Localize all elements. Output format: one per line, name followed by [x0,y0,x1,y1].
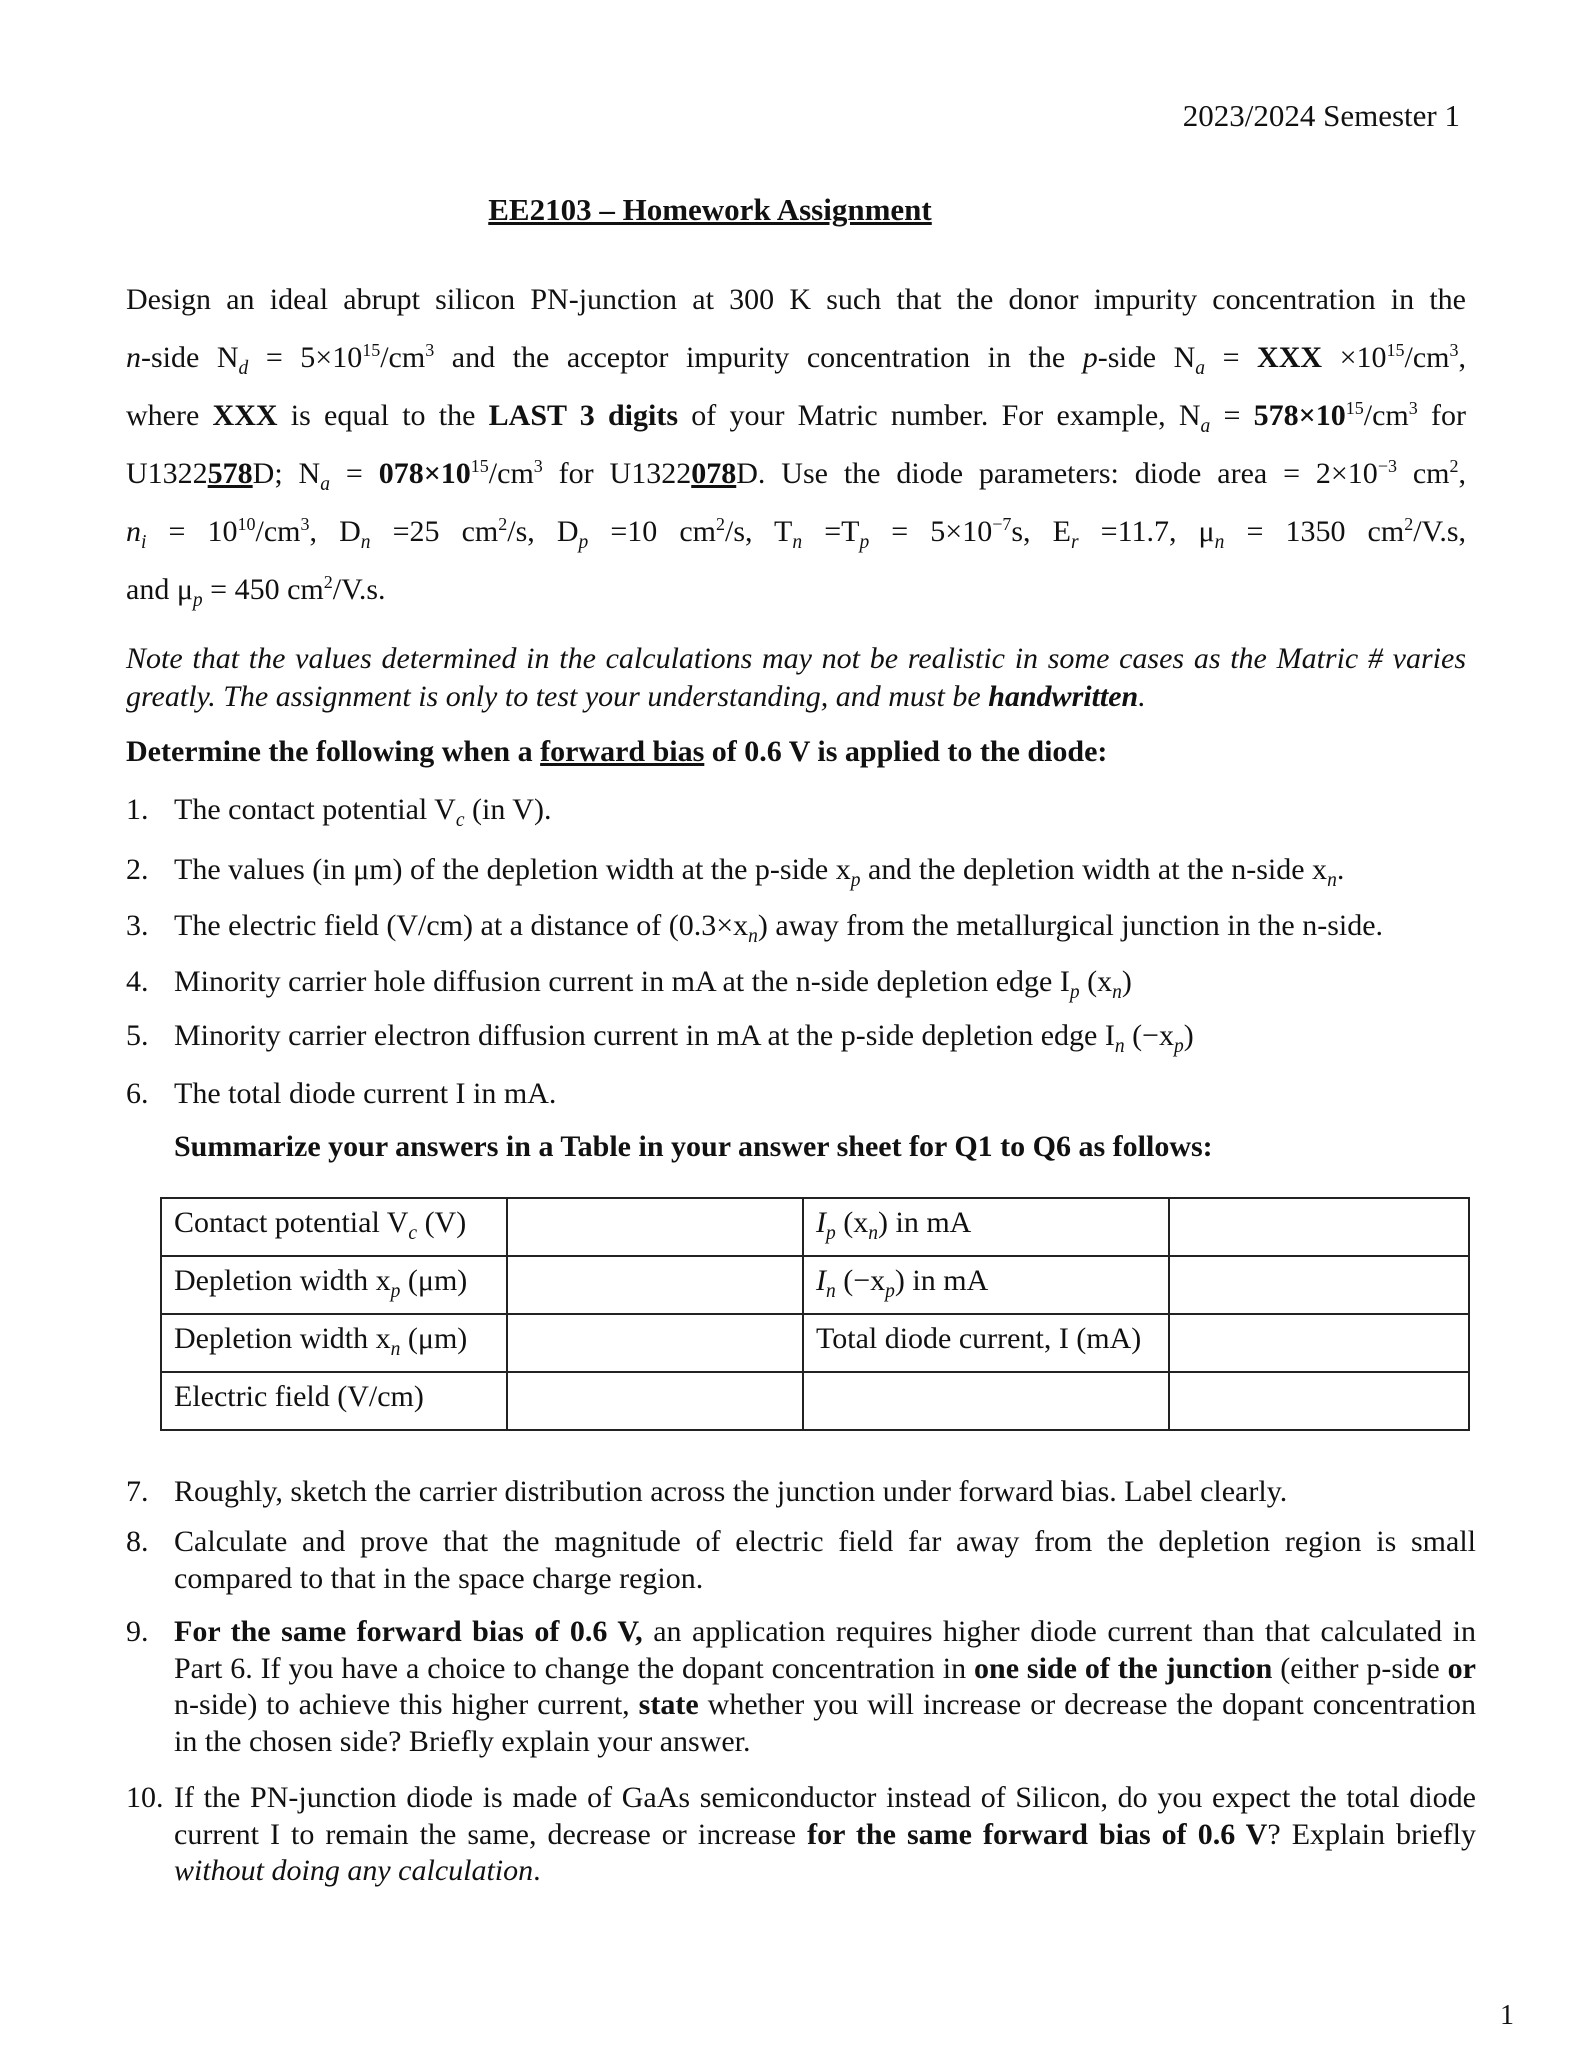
table-label-cell: Depletion width $x_n$ (μm) [161,1314,507,1372]
table-answer-cell[interactable] [1169,1314,1469,1372]
table-answer-cell[interactable] [1169,1198,1469,1256]
question-6: 6. The total diode current I in mA. [126,1077,557,1110]
page-title: EE2103 – Homework Assignment [488,192,932,227]
table-answer-cell[interactable] [1169,1372,1469,1430]
table-answer-cell[interactable] [507,1372,803,1430]
table-label-cell: Depletion width $x_p$ (μm) [161,1256,507,1314]
table-label-cell: Contact potential $V_c$ (V) [161,1198,507,1256]
question-1: 1. The contact potential $V_c$ (in V). [126,793,552,831]
table-label-cell: Total diode current, I (mA) [803,1314,1169,1372]
determine-heading: Determine the following when a forward bias of 0.6 V is applied to the diode: [126,735,1108,768]
note-paragraph: Note that the values determined in the calculations may not be realistic in some cases as the Matric # varies greatly. The assignment is only to test your understanding, and must be handwritten. [126,642,1466,714]
question-9: 9. For the same forward bias of 0.6 V, an application requires higher diode current than that calculated in Part 6. If you have a choice to change the dopant concentration in one side of the junction (either p-side or n-side) to achieve this higher current, state whether you will increase or decrease the dopant concentration in the chosen side? Briefly explain your answer. [126,1615,1476,1758]
table-answer-cell[interactable] [507,1256,803,1314]
table-label-cell: Electric field (V/cm) [161,1372,507,1430]
table-answer-cell[interactable] [1169,1256,1469,1314]
intro-line-3: where XXX is equal to the LAST 3 digits of your Matric number. For example, $N_a = 578\times 10^{15}/cm^3$ for [126,398,1466,437]
question-2: 2. The values (in μm) of the depletion width at the p-side $x_p$ and the depletion width at the n-side $x_n$. [126,853,1345,891]
table-answer-cell[interactable] [507,1198,803,1256]
answer-table [160,1197,1470,1431]
intro-line-1: Design an ideal abrupt silicon PN-junction at 300 K such that the donor impurity concentration in the [126,283,1466,316]
table-answer-cell[interactable] [507,1314,803,1372]
question-5: 5. Minority carrier electron diffusion current in mA at the p-side depletion edge $I_n$ $(-x_p)$ [126,1019,1194,1057]
question-10: 10. If the PN-junction diode is made of GaAs semiconductor instead of Silicon, do you expect the total diode current I to remain the same, decrease or increase for the same forward bias of 0.6 V? Explain briefly without doing any calculation. [126,1781,1477,1888]
question-4: 4. Minority carrier hole diffusion current in mA at the n-side depletion edge $I_p$ $(x_n)$ [126,965,1132,1003]
intro-line-5: $n_i = 10^{10}/cm^3$, $D_n =25$ $cm^2/s$, $D_p =10$ $cm^2/s$, $T_n =T_p = 5\times 10^{-7}s$, $E_r =11.7$, $\mu_n = 1350$ $cm^2/V.s$, [126,514,1467,553]
table-row [161,1198,1469,1256]
question-8: 8. Calculate and prove that the magnitude of electric field far away from the depletion region is small compared to that in the space charge region. [126,1525,1476,1595]
table-row [161,1256,1469,1314]
summary-instruction: Summarize your answers in a Table in your answer sheet for Q1 to Q6 as follows: [174,1130,1213,1163]
intro-line-6: and $\mu_p = 450$ $cm^2/V.s$. [126,572,386,611]
table-answer-cell[interactable] [803,1372,1169,1430]
page-number: 1 [1500,1999,1514,2031]
semester-label: 2023/2024 Semester 1 [1182,98,1460,133]
table-label-cell: $I_p$ $(x_n)$ in mA [803,1198,1169,1256]
table-row [161,1314,1469,1372]
intro-line-4: U1322578D; $N_a = 078\times 10^{15}/cm^3$ for U1322078D. Use the diode parameters: diode area = $2\times 10^{-3}$ $cm^2$, [126,456,1467,495]
question-3: 3. The electric field (V/cm) at a distance of $(0.3\times x_n)$ away from the metallurgical junction in the n-side. [126,909,1384,947]
table-label-cell: $I_n$ $(-x_p)$ in mA [803,1256,1169,1314]
table-row [161,1372,1469,1430]
question-7: 7. Roughly, sketch the carrier distribution across the junction under forward bias. Label clearly. [126,1475,1288,1508]
intro-line-2: n-side $N_d = 5\times 10^{15}/cm^3$ and the acceptor impurity concentration in the p-side $N_a$ = XXX $\times 10^{15}/cm^3$, [126,340,1466,379]
